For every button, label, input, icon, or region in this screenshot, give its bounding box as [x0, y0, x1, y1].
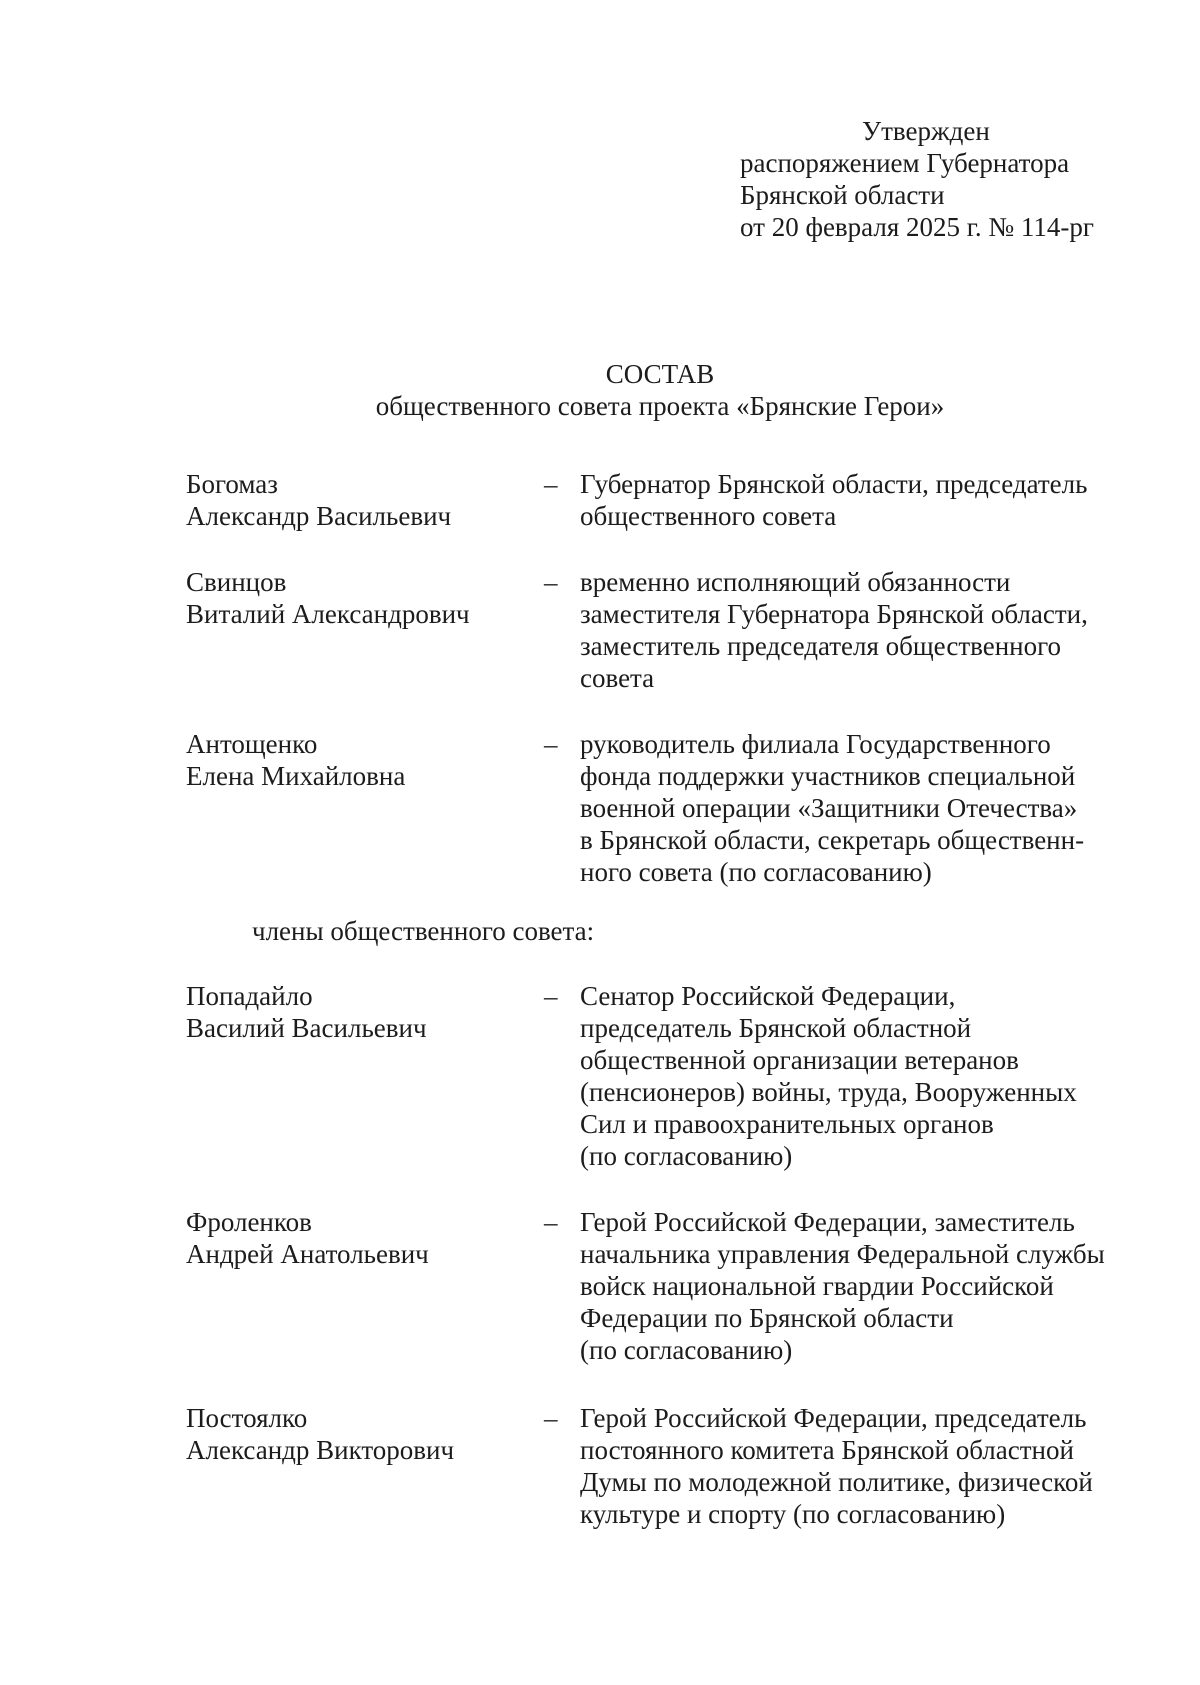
member-name	[186, 728, 526, 792]
member-name	[186, 1402, 526, 1466]
role-line: Сил и правоохранительных органов	[580, 1109, 994, 1139]
role-line: общественного совета	[580, 501, 837, 531]
role-line: временно исполняющий обязанности	[580, 567, 1011, 597]
document-heading	[0, 358, 1200, 422]
role-line: военной операции «Защитники Отечества»	[580, 793, 1078, 823]
member-surname: Постоялко	[186, 1403, 308, 1433]
member-given-name: Виталий Александрович	[186, 599, 470, 629]
document-title: СОСТАВ	[605, 359, 715, 389]
role-line: (пенсионеров) войны, труда, Вооруженных	[580, 1077, 1077, 1107]
role-line: (по согласованию)	[580, 1335, 793, 1365]
role-line: (по согласованию)	[580, 1141, 793, 1171]
approval-line: Брянской области	[740, 180, 945, 210]
member-given-name: Елена Михайловна	[186, 761, 406, 791]
member-given-name: Александр Викторович	[186, 1435, 455, 1465]
member-name	[186, 566, 526, 630]
dash-separator: –	[544, 1403, 558, 1433]
member-given-name: Александр Васильевич	[186, 501, 452, 531]
role-line: в Брянской области, секретарь общественн-	[580, 825, 1085, 855]
role-line: заместителя Губернатора Брянской области,	[580, 599, 1088, 629]
member-given-name: Василий Васильевич	[186, 1013, 427, 1043]
document-subtitle: общественного совета проекта «Брянские Герои»	[375, 391, 945, 421]
member-name	[186, 980, 526, 1044]
role-line: Губернатор Брянской области, председатель	[580, 469, 1088, 499]
role-line: фонда поддержки участников специальной	[580, 761, 1076, 791]
role-line: войск национальной гвардии Российской	[580, 1271, 1054, 1301]
member-name	[186, 1206, 526, 1270]
dash-separator: –	[544, 567, 558, 597]
role-line: Федерации по Брянской области	[580, 1303, 954, 1333]
member-name	[186, 468, 526, 532]
member-role	[580, 980, 1140, 1172]
role-line: Сенатор Российской Федерации,	[580, 981, 956, 1011]
member-surname: Богомаз	[186, 469, 278, 499]
role-line: председатель Брянской областной	[580, 1013, 972, 1043]
role-line: ного совета (по согласованию)	[580, 857, 932, 887]
role-line: общественной организации ветеранов	[580, 1045, 1019, 1075]
members-section-heading: члены общественного совета:	[252, 916, 595, 946]
role-line: заместитель председателя общественного	[580, 631, 1061, 661]
dash-separator: –	[544, 469, 558, 499]
role-line: руководитель филиала Государственного	[580, 729, 1051, 759]
member-role	[580, 566, 1140, 694]
role-line: Герой Российской Федерации, заместитель	[580, 1207, 1075, 1237]
member-surname: Фроленков	[186, 1207, 312, 1237]
member-role	[580, 1402, 1140, 1530]
approval-line: распоряжением Губернатора	[740, 148, 1070, 178]
member-given-name: Андрей Анатольевич	[186, 1239, 429, 1269]
approval-line: Утвержден	[862, 116, 990, 146]
member-surname: Антощенко	[186, 729, 318, 759]
dash-separator: –	[544, 729, 558, 759]
dash-separator: –	[544, 1207, 558, 1237]
member-role	[580, 468, 1140, 532]
role-line: Думы по молодежной политике, физической	[580, 1467, 1093, 1497]
member-surname: Попадайло	[186, 981, 313, 1011]
member-role	[580, 1206, 1140, 1366]
role-line: Герой Российской Федерации, председатель	[580, 1403, 1087, 1433]
dash-separator: –	[544, 981, 558, 1011]
member-role	[580, 728, 1140, 888]
role-line: культуре и спорту (по согласованию)	[580, 1499, 1006, 1529]
role-line: начальника управления Федеральной службы	[580, 1239, 1105, 1269]
approval-line: от 20 февраля 2025 г. № 114-рг	[740, 212, 1094, 242]
approval-stamp	[740, 115, 1160, 243]
role-line: постоянного комитета Брянской областной	[580, 1435, 1074, 1465]
member-surname: Свинцов	[186, 567, 287, 597]
role-line: совета	[580, 663, 655, 693]
